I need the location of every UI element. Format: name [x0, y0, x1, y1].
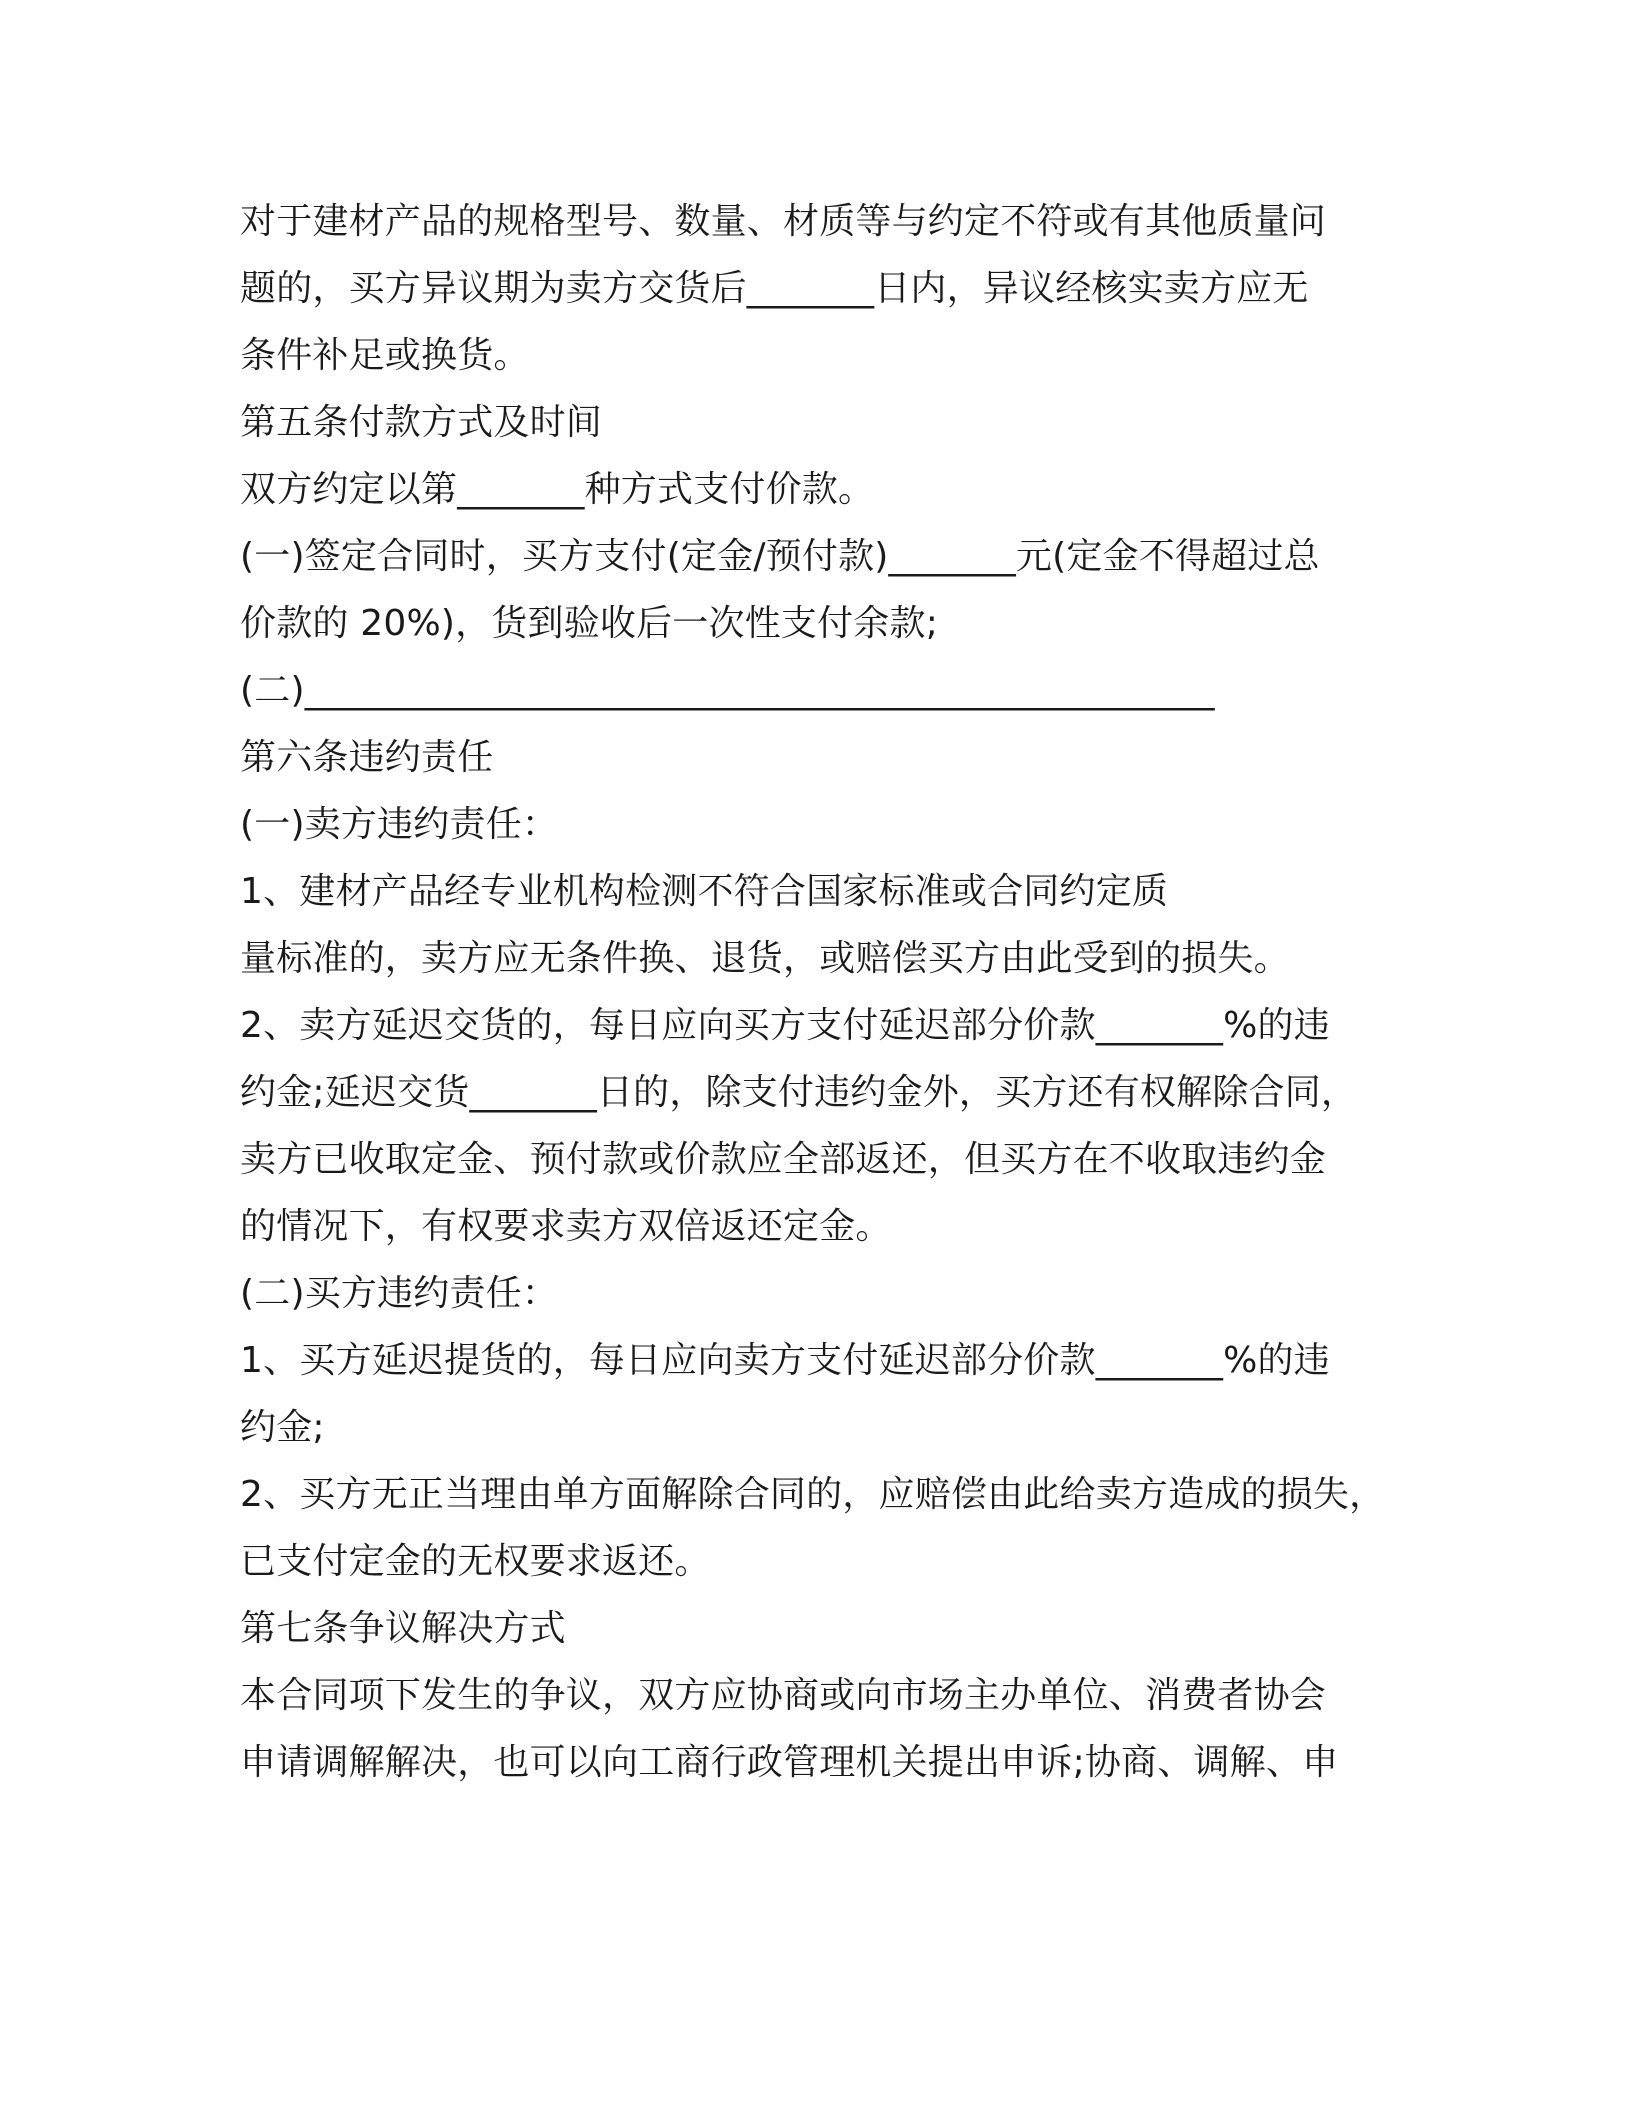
- paragraph-line: 量标准的，卖方应无条件换、退货，或赔偿买方由此受到的损失。: [240, 938, 1290, 979]
- paragraph-line: 1、建材产品经专业机构检测不符合国家标准或合同约定质: [240, 871, 1169, 912]
- paragraph-line: 本合同项下发生的争议，双方应协商或向市场主办单位、消费者协会: [240, 1675, 1327, 1716]
- paragraph-line: 的情况下，有权要求卖方双倍返还定金。: [240, 1206, 892, 1247]
- section-heading-payment: 第五条付款方式及时间: [240, 402, 603, 443]
- section-heading-liability: 第六条违约责任: [240, 737, 494, 778]
- section-heading-dispute: 第七条争议解决方式: [240, 1608, 566, 1649]
- paragraph-line: 约金;延迟交货_______日的，除支付违约金外，买方还有权解除合同，: [240, 1072, 1358, 1113]
- paragraph-line: 约金;: [240, 1407, 325, 1448]
- paragraph-line: 申请调解解决，也可以向工商行政管理机关提出申诉;协商、调解、申: [240, 1742, 1339, 1783]
- paragraph-line: (一)卖方违约责任：: [240, 804, 559, 845]
- paragraph-line: 已支付定金的无权要求返还。: [240, 1541, 711, 1582]
- paragraph-line: 卖方已收取定金、预付款或价款应全部返还，但买方在不收取违约金: [240, 1139, 1327, 1180]
- paragraph-line: 条件补足或换货。: [240, 335, 530, 376]
- paragraph-line: 价款的 20%)，货到验收后一次性支付余款;: [240, 603, 939, 644]
- paragraph-line: 对于建材产品的规格型号、数量、材质等与约定不符或有其他质量问: [240, 201, 1327, 242]
- paragraph-line: 双方约定以第_______种方式支付价款。: [240, 469, 875, 510]
- paragraph-line: 题的，买方异议期为卖方交货后_______日内，异议经核实卖方应无: [240, 268, 1309, 309]
- document-body: [240, 188, 1420, 1796]
- paragraph-line: 2、买方无正当理由单方面解除合同的，应赔偿由此给卖方造成的损失，: [240, 1474, 1386, 1515]
- paragraph-line: 2、卖方延迟交货的，每日应向买方支付延迟部分价款_______%的违: [240, 1005, 1330, 1046]
- paragraph-line: 1、买方延迟提货的，每日应向卖方支付延迟部分价款_______%的违: [240, 1340, 1330, 1381]
- paragraph-line: (一)签定合同时，买方支付(定金/预付款)_______元(定金不得超过总: [240, 536, 1320, 577]
- paragraph-line: (二)__________________________________________________: [240, 670, 1215, 711]
- paragraph-line: (二)买方违约责任：: [240, 1273, 559, 1314]
